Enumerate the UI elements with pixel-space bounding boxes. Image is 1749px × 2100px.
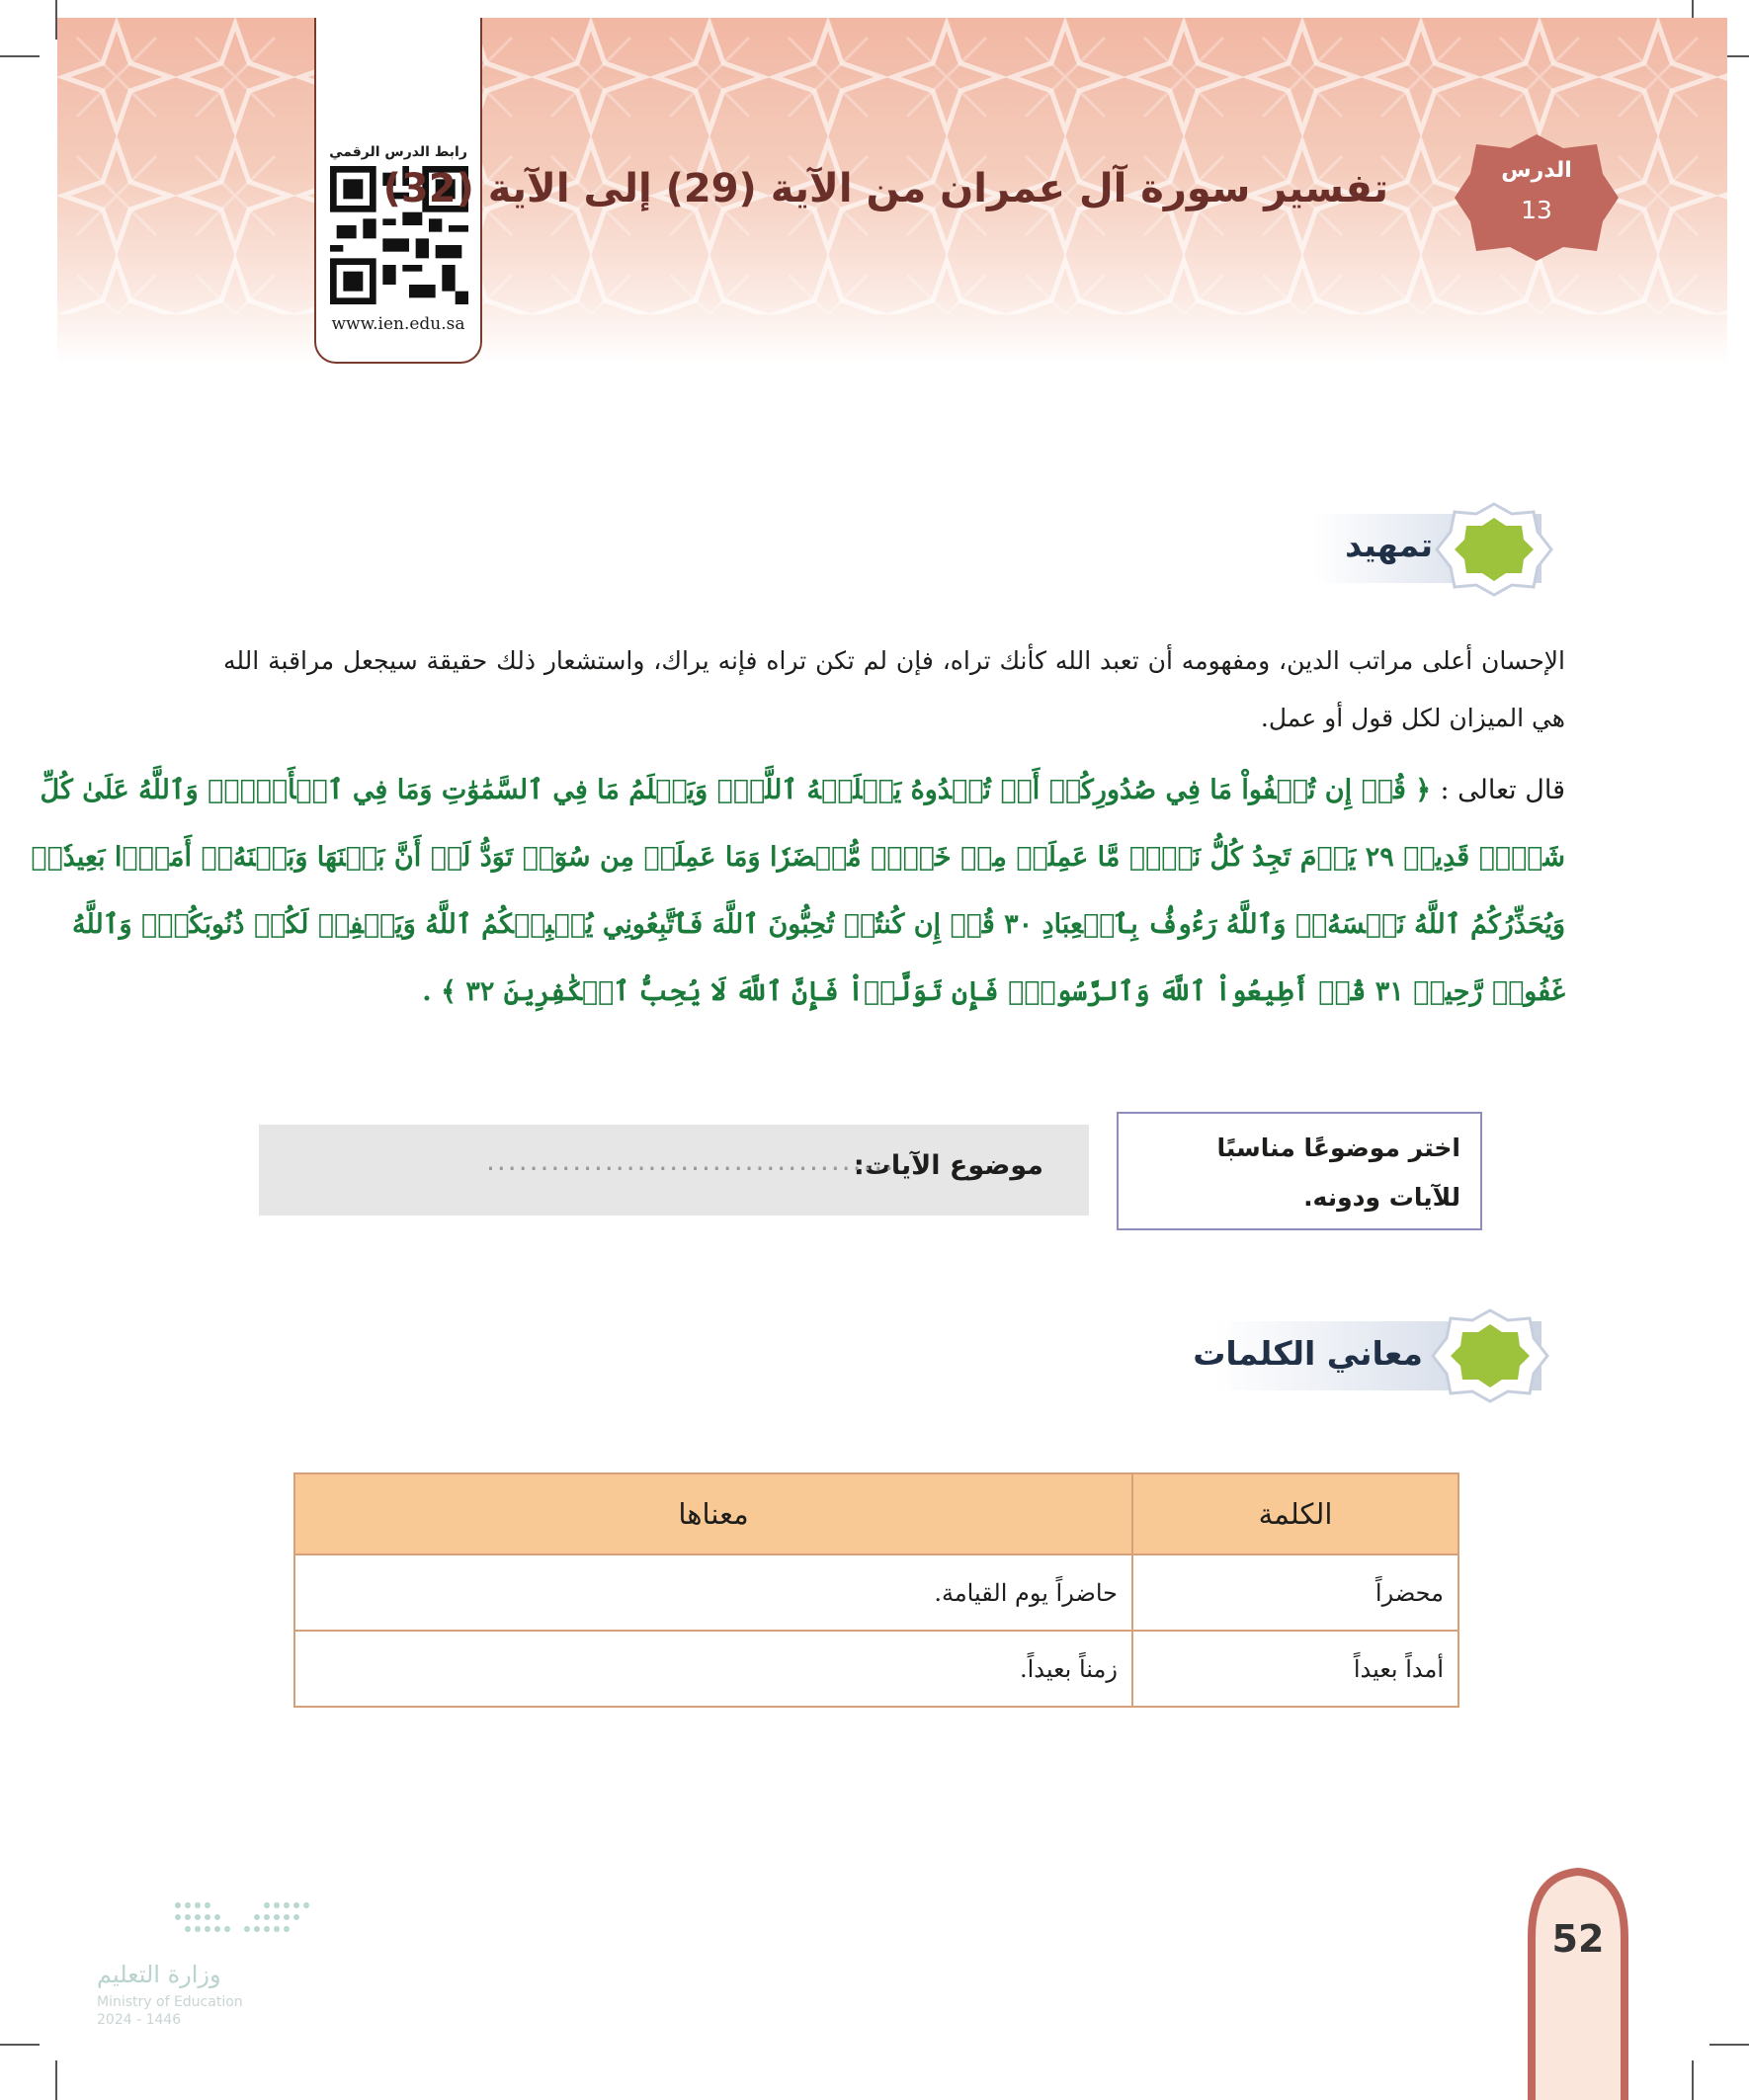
page-title: تفسير سورة آل عمران من الآية (29) إلى الآية (32) [382, 166, 1388, 211]
activity-prompt-box [1117, 1112, 1482, 1230]
verse-line-4: غَفُورٞ رَّحِيمٞ ٣١ قُلۡ أَطِيعُواْ ٱللَّهَ وَٱلرَّسُولَۖ فَإِن تَوَلَّوۡاْ فَإِنَّ ٱللَّهَ لَا يُحِبُّ ٱلۡكَٰفِرِينَ ٣٢ ﴾ . [422, 976, 1565, 1007]
verse-line-3: وَيُحَذِّرُكُمُ ٱللَّهُ نَفۡسَهُۥۗ وَٱللَّهُ رَءُوفُۢ بِٱلۡعِبَادِ ٣٠ قُلۡ إِن كُنتُمۡ تُحِبُّونَ ٱللَّهَ فَٱتَّبِعُونِي يُحۡبِبۡكُمُ ٱللَّهُ وَيَغۡفِرۡ لَكُمۡ ذُنُوبَكُمۡۚ وَٱللَّهُ [72, 909, 1565, 940]
meaning-cell: حاضراً يوم القيامة. [294, 1554, 1132, 1631]
meaning-cell: زمناً بعيداً. [294, 1631, 1132, 1707]
table-row [294, 1554, 1458, 1631]
ministry-year: 2024 - 1446 [97, 2012, 182, 2028]
page-number-tab-icon [1524, 1868, 1632, 2100]
verse-line-2: شَيۡءٖ قَدِيرٞ ٢٩ يَوۡمَ تَجِدُ كُلُّ نَفۡسٖ مَّا عَمِلَتۡ مِنۡ خَيۡرٖ مُّحۡضَرٗا وَمَا عَمِلَتۡ مِن سُوٓءٖ تَوَدُّ لَوۡ أَنَّ بَيۡنَهَا وَبَيۡنَهُۥٓ أَمَدَۢا بَعِيدٗاۗ [31, 842, 1565, 873]
lesson-number: 13 [1521, 196, 1552, 224]
table-header-row [294, 1473, 1458, 1554]
answer-input-line[interactable]: ...................................... [486, 1144, 896, 1177]
table-row [294, 1631, 1458, 1707]
word-cell: أمداً بعيداً [1132, 1631, 1458, 1707]
word-cell: محضراً [1132, 1554, 1458, 1631]
verse-line-1 [41, 775, 1566, 805]
ministry-name-en: Ministry of Education [97, 1994, 243, 2010]
answer-label: موضوع الآيات: [853, 1150, 1043, 1181]
qr-label: رابط الدرس الرقمي [329, 144, 467, 160]
ministry-logo-icon [170, 1897, 324, 1943]
activity-prompt-line-2: للآيات ودونه. [1303, 1183, 1460, 1212]
page-number: 52 [1551, 1917, 1605, 1961]
word-meanings-table [293, 1472, 1459, 1708]
verse-lead: قال تعالى : [1440, 775, 1565, 805]
column-word: الكلمة [1132, 1473, 1458, 1554]
intro-heading: تمهيد [1345, 526, 1433, 564]
ministry-name: وزارة التعليم [97, 1961, 221, 1988]
verse-text: ﴿ قُلۡ إِن تُخۡفُواْ مَا فِي صُدُورِكُمۡ أَوۡ تُبۡدُوهُ يَعۡلَمۡهُ ٱللَّهُۗ وَيَعۡلَمُ مَا فِي ٱلسَّمَٰوَٰتِ وَمَا فِي ٱلۡأَرۡضِۗ وَٱللَّهُ عَلَىٰ كُلِّ [40, 775, 1432, 805]
intro-paragraph: الإحسان أعلى مراتب الدين، ومفهومه أن تعبد الله كأنك تراه، فإن لم تكن تراه فإنه يراك، واستشعار ذلك حقيقة سيجعل مراقبة الله هي الميزان لكل قول أو عمل. [223, 646, 1565, 732]
meanings-heading-icon [1431, 1306, 1549, 1405]
column-meaning: معناها [294, 1473, 1132, 1554]
qr-url[interactable]: www.ien.edu.sa [331, 314, 465, 334]
lesson-label: الدرس [1501, 158, 1572, 183]
activity-prompt-line-1: اختر موضوعًا مناسبًا [1216, 1134, 1460, 1162]
meanings-heading: معاني الكلمات [1193, 1334, 1423, 1373]
activity-prompt [1134, 1124, 1460, 1222]
intro-heading-icon [1435, 500, 1553, 599]
answer-bar[interactable] [259, 1125, 1089, 1216]
